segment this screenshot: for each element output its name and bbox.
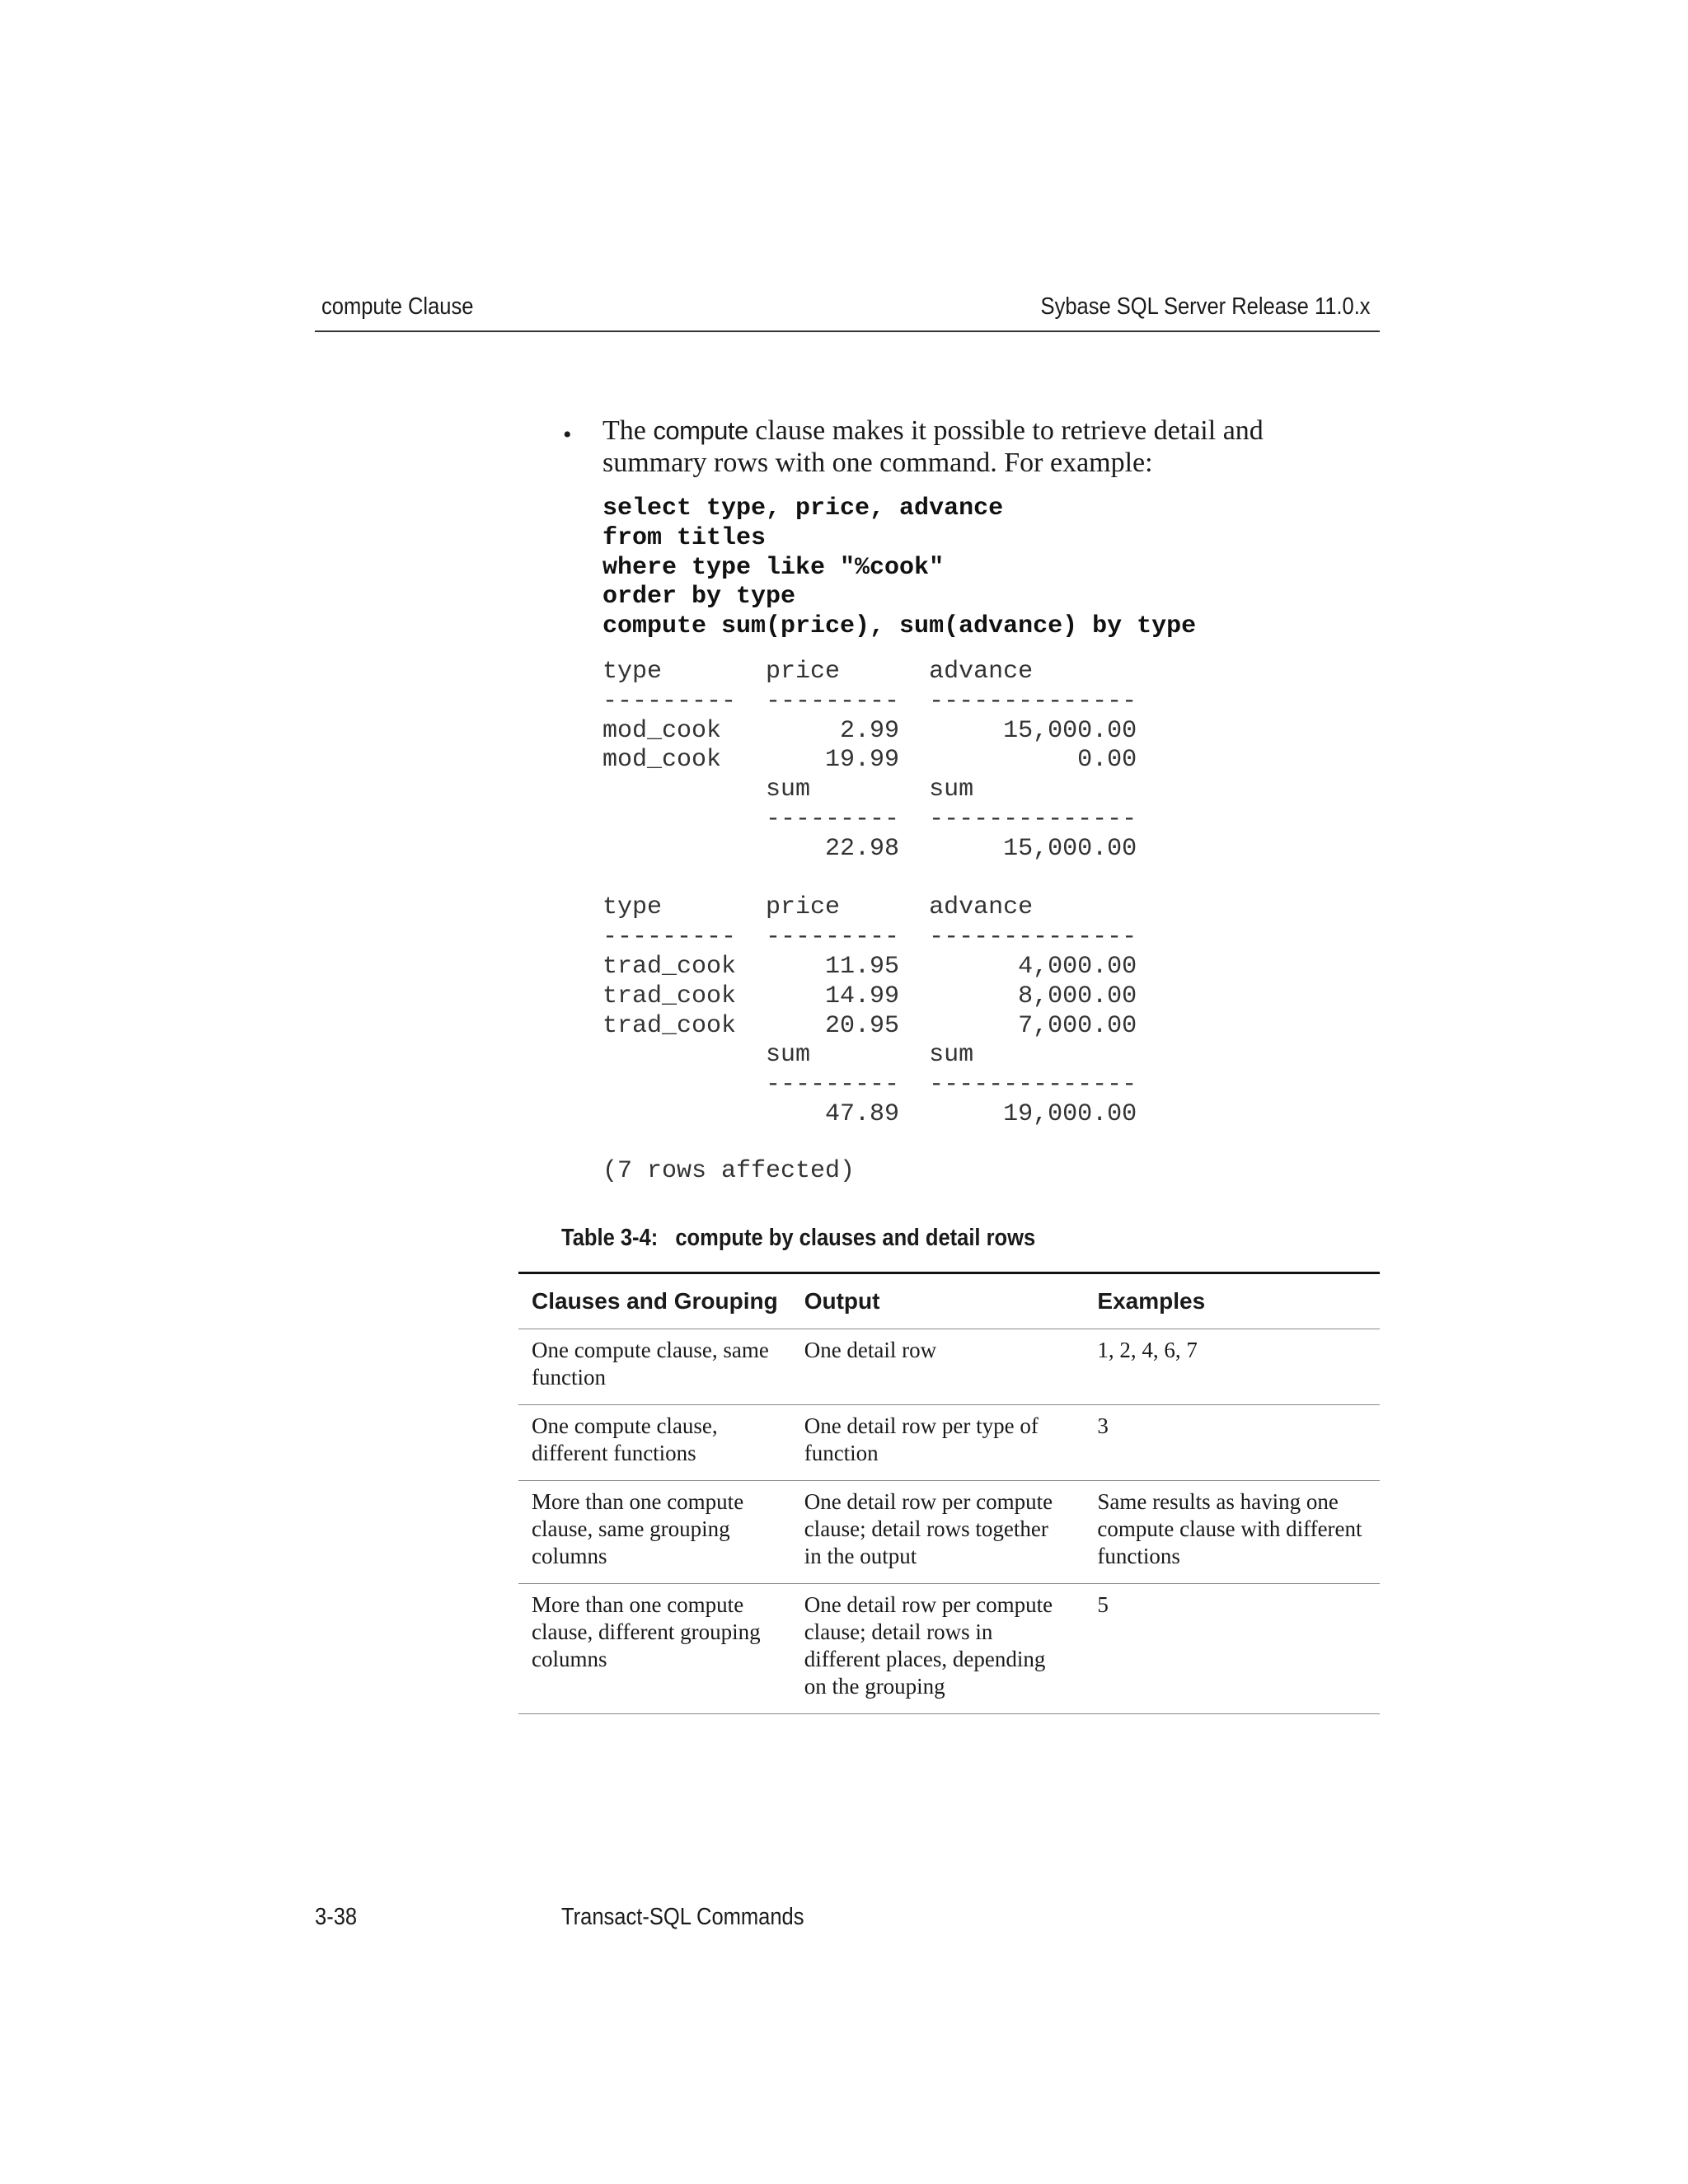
bullet-keyword: compute [653, 416, 748, 445]
table-row [518, 1329, 1380, 1405]
table-cell: One detail row [791, 1329, 1085, 1405]
table-row [518, 1405, 1380, 1481]
table-cell: 5 [1084, 1584, 1380, 1714]
bullet-marker: • [563, 421, 572, 448]
bullet-text-after: clause makes it possible to retrieve detail and summary rows with one command. For example: [603, 415, 1264, 478]
compute-by-table [518, 1272, 1380, 1714]
table-cell: 3 [1084, 1405, 1380, 1481]
table-cell: More than one compute clause, same grouping columns [518, 1481, 791, 1584]
table-cell: More than one compute clause, different grouping columns [518, 1584, 791, 1714]
bullet-item [563, 415, 1371, 479]
bullet-paragraph [603, 415, 1344, 479]
page-number: 3-38 [315, 1904, 358, 1930]
table-cell: One compute clause, same function [518, 1329, 791, 1405]
running-footer-title: Transact-SQL Commands [561, 1904, 804, 1930]
table-cell: One detail row per compute clause; detail rows in different places, depending on the grouping [791, 1584, 1085, 1714]
column-header: Examples [1084, 1273, 1380, 1329]
running-header-product: Sybase SQL Server Release 11.0.x [1040, 293, 1371, 320]
table-cell: One detail row per type of function [791, 1405, 1085, 1481]
header-rule [315, 330, 1380, 332]
table-caption [561, 1225, 1035, 1252]
table-row [518, 1584, 1380, 1714]
table-caption-number: Table 3-4: [561, 1225, 659, 1251]
rows-affected: (7 rows affected) [603, 1157, 856, 1185]
table-cell: Same results as having one compute clause with different functions [1084, 1481, 1380, 1584]
query-output: type price advance --------- --------- -------------- mod_cook 2.99 15,000.00 mod_cook 19.99 0.00 sum sum --------- -------------- 22.98 15,000.00 type price advance --------- --------- -------------- trad_cook 11.95 4,000.00 trad_cook 14.99 8,000.00 trad_cook 20.95 7,000.00 sum sum --------- -------------- 47.89 19,000.00 [603, 658, 1137, 1128]
running-header-section: compute Clause [321, 293, 474, 320]
table-row [518, 1481, 1380, 1584]
column-header: Clauses and Grouping [518, 1273, 791, 1329]
table-header-row [518, 1273, 1380, 1329]
table-cell: One compute clause, different functions [518, 1405, 791, 1481]
column-header: Output [791, 1273, 1085, 1329]
table-caption-title: compute by clauses and detail rows [675, 1225, 1036, 1251]
sql-code-example: select type, price, advance from titles where type like "%cook" order by type compute sum(price), sum(advance) by type [603, 494, 1197, 641]
bullet-text-before: The [603, 415, 654, 446]
table-cell: One detail row per compute clause; detail rows together in the output [791, 1481, 1085, 1584]
table-cell: 1, 2, 4, 6, 7 [1084, 1329, 1380, 1405]
